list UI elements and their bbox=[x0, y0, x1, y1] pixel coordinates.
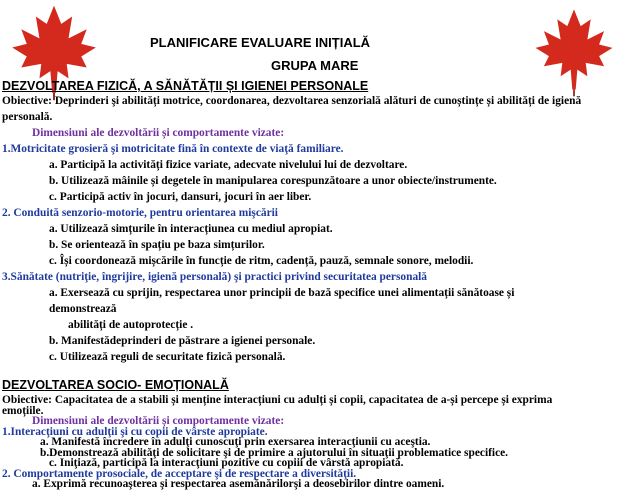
behavior-item: c. Iniţiază, participă la interacţiuni pozitive cu copiii de vârstă apropiată. bbox=[49, 457, 404, 469]
page-subtitle: GRUPA MARE bbox=[271, 58, 359, 73]
behavior-item: b.Demonstrează abilităţi de solicitare şi de primire a ajutorului în situaţii problematice specifice. bbox=[40, 446, 509, 459]
behavior-item: c. Participă activ în jocuri, dansuri, jocuri în aer liber. bbox=[49, 191, 312, 203]
objective-text: Obiective: Capacitatea de a stabili și menține interacțiuni cu adulți și copii, capacitatea de a-și percepe și exprima bbox=[2, 394, 553, 406]
behavior-item: b. Utilizează mâinile și degetele în manipularea corespunzătoare a unor obiecte/instrumente. bbox=[49, 175, 497, 187]
maple-leaf-icon bbox=[532, 6, 616, 98]
behavior-item: a. Exprimă recunoaşterea şi respectarea asemănărilorşi a deosebirilor dintre oameni. bbox=[32, 478, 445, 490]
dimensions-label: Dimensiuni ale dezvoltării și comportamente vizate: bbox=[32, 127, 285, 139]
section-heading-physical: DEZVOLTAREA FIZICĂ, A SĂNĂTĂȚII ȘI IGIENEI PERSONALE bbox=[2, 79, 369, 93]
dimension-2: 2. Conduită senzorio-motorie, pentru orientarea mişcării bbox=[2, 207, 278, 219]
behavior-item: b. Se orientează în spațiu pe baza simțurilor. bbox=[49, 239, 265, 251]
behavior-item: a. Utilizează simțurile în interacțiunea cu mediul apropiat. bbox=[49, 223, 333, 235]
behavior-item-cont: demonstrează bbox=[49, 303, 117, 315]
dimension-3: 3.Sănătate (nutriţie, îngrijire, igienă personală) şi practici privind securitatea personală bbox=[2, 271, 428, 283]
behavior-item: a. Participă la activități fizice variate, adecvate nivelului lui de dezvoltare. bbox=[49, 159, 408, 171]
objective-text-cont: personală. bbox=[2, 111, 53, 123]
objective-text-cont: emoțiile. bbox=[2, 404, 44, 417]
behavior-item: a. Manifestă încredere în adulţi cunoscuţi prin exersarea interacţiunii cu aceştia. bbox=[40, 436, 431, 448]
page-title: PLANIFICARE EVALUARE INIȚIALĂ bbox=[150, 35, 371, 50]
behavior-item: a. Exersează cu sprijin, respectarea unor principii de bază specifice unei alimentații sănătoase și bbox=[49, 287, 515, 299]
dimensions-label: Dimensiuni ale dezvoltării și comportamente vizate: bbox=[32, 415, 285, 427]
dimension-1: 1.Interacţiuni cu adulţii şi cu copii de vârste apropiate. bbox=[2, 425, 268, 438]
behavior-item-cont: abilități de autoprotecție . bbox=[68, 319, 194, 331]
objective-text: Obiective: Deprinderi şi abilități motrice, coordonarea, dezvoltarea senzorială alături de cunoștințe și abilități de igienă bbox=[2, 95, 582, 107]
dimension-2: 2. Comportamente prosociale, de acceptare şi de respectare a diversităţii. bbox=[2, 467, 357, 480]
behavior-item: c. Utilizează reguli de securitate fizică personală. bbox=[49, 351, 286, 363]
behavior-item: b. Manifestădeprinderi de păstrare a igienei personale. bbox=[49, 335, 316, 347]
behavior-item: c. Își coordonează mișcările în funcție de ritm, cadență, pauză, semnale sonore, melodii. bbox=[49, 255, 474, 267]
section-heading-socio-emotional: DEZVOLTAREA SOCIO- EMOȚIONALĂ bbox=[2, 378, 229, 392]
dimension-1: 1.Motricitate grosieră şi motricitate fină în contexte de viaţă familiare. bbox=[2, 143, 344, 155]
